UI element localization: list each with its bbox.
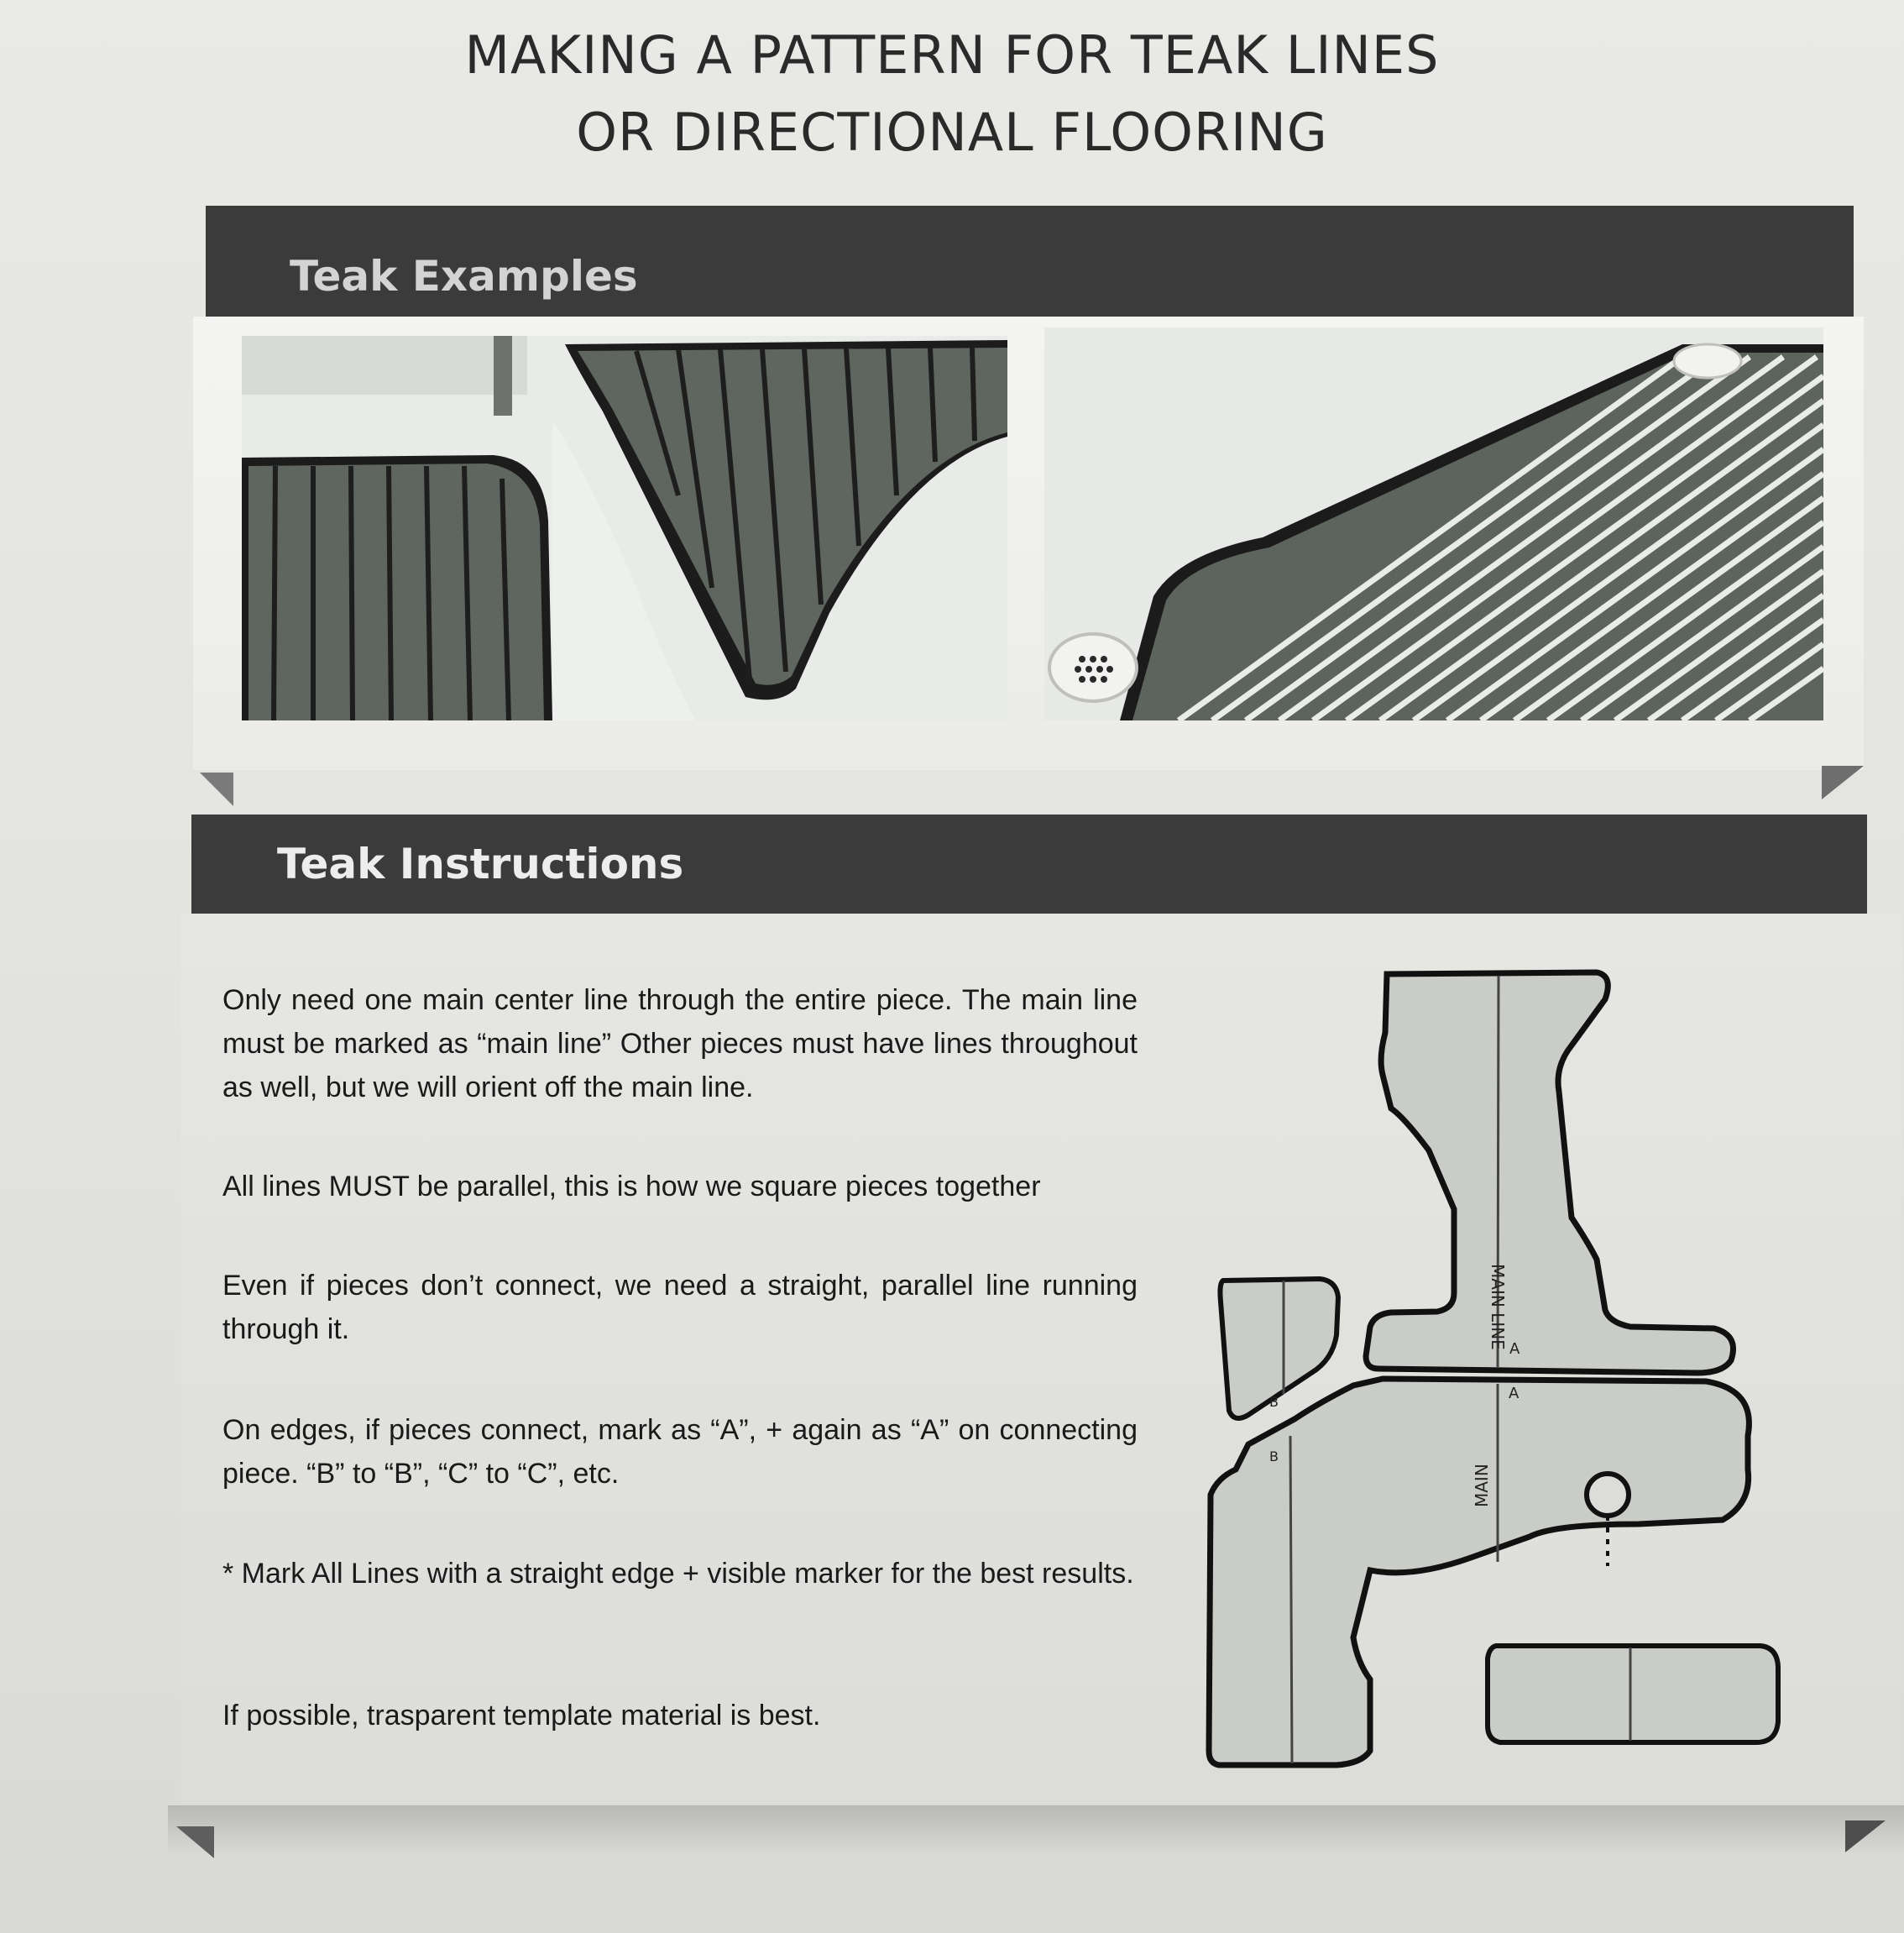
fold-corner-left — [200, 773, 233, 806]
teak-photo-diagonal-lines-with-drain — [1044, 327, 1823, 720]
instructions-header: Teak Instructions — [191, 815, 1867, 914]
diagram-piece-left-small — [1220, 1279, 1338, 1418]
instruction-item-3: Even if pieces don’t connect, we need a straight, parallel line running through it. — [222, 1270, 1138, 1345]
instruction-item-1: Only need one main center line through the entire piece. The main line must be marked as “main line” Other pieces must have lines throughout as well, but we will orient off the main line. — [222, 984, 1138, 1103]
teak-photo-curved-deck — [242, 336, 1007, 720]
teak-pattern-diagram — [1202, 966, 1790, 1789]
bottom-shadow — [168, 1805, 1904, 1856]
diagram-piece-main-top — [1366, 972, 1734, 1373]
page-title — [0, 17, 1904, 171]
instruction-item-6: If possible, trasparent template material is best. — [222, 1700, 821, 1731]
diagram-main-line-label: MAIN LINE — [1488, 1264, 1508, 1350]
instruction-item-2: All lines MUST be parallel, this is how we square pieces together — [222, 1171, 1041, 1202]
instruction-item-4: On edges, if pieces connect, mark as “A”, + again as “A” on connecting piece. “B” to “B”, “C” to “C”, etc. — [222, 1414, 1138, 1490]
diagram-left-line-bottom — [1290, 1436, 1292, 1763]
fold-corner-bottom-left — [176, 1826, 214, 1858]
diagram-hole — [1587, 1474, 1629, 1516]
diagram-marker-a-bottom: A — [1509, 1385, 1520, 1402]
diagram-marker-b-lower: B — [1269, 1448, 1279, 1464]
fold-corner-right — [1822, 766, 1864, 799]
page-title-line-1: MAKING A PATTERN FOR TEAK LINES — [464, 24, 1440, 86]
diagram-piece-bottom-right — [1488, 1646, 1778, 1742]
examples-header: Teak Examples — [206, 206, 1854, 317]
fold-corner-bottom-right — [1845, 1820, 1886, 1852]
diagram-main-label: MAIN — [1472, 1464, 1492, 1507]
diagram-marker-a-top: A — [1509, 1340, 1520, 1358]
diagram-marker-b-upper: B — [1269, 1394, 1279, 1410]
instruction-item-5: * Mark All Lines with a straight edge + visible marker for the best results. — [222, 1558, 1134, 1590]
page-title-line-2: OR DIRECTIONAL FLOORING — [576, 102, 1328, 163]
